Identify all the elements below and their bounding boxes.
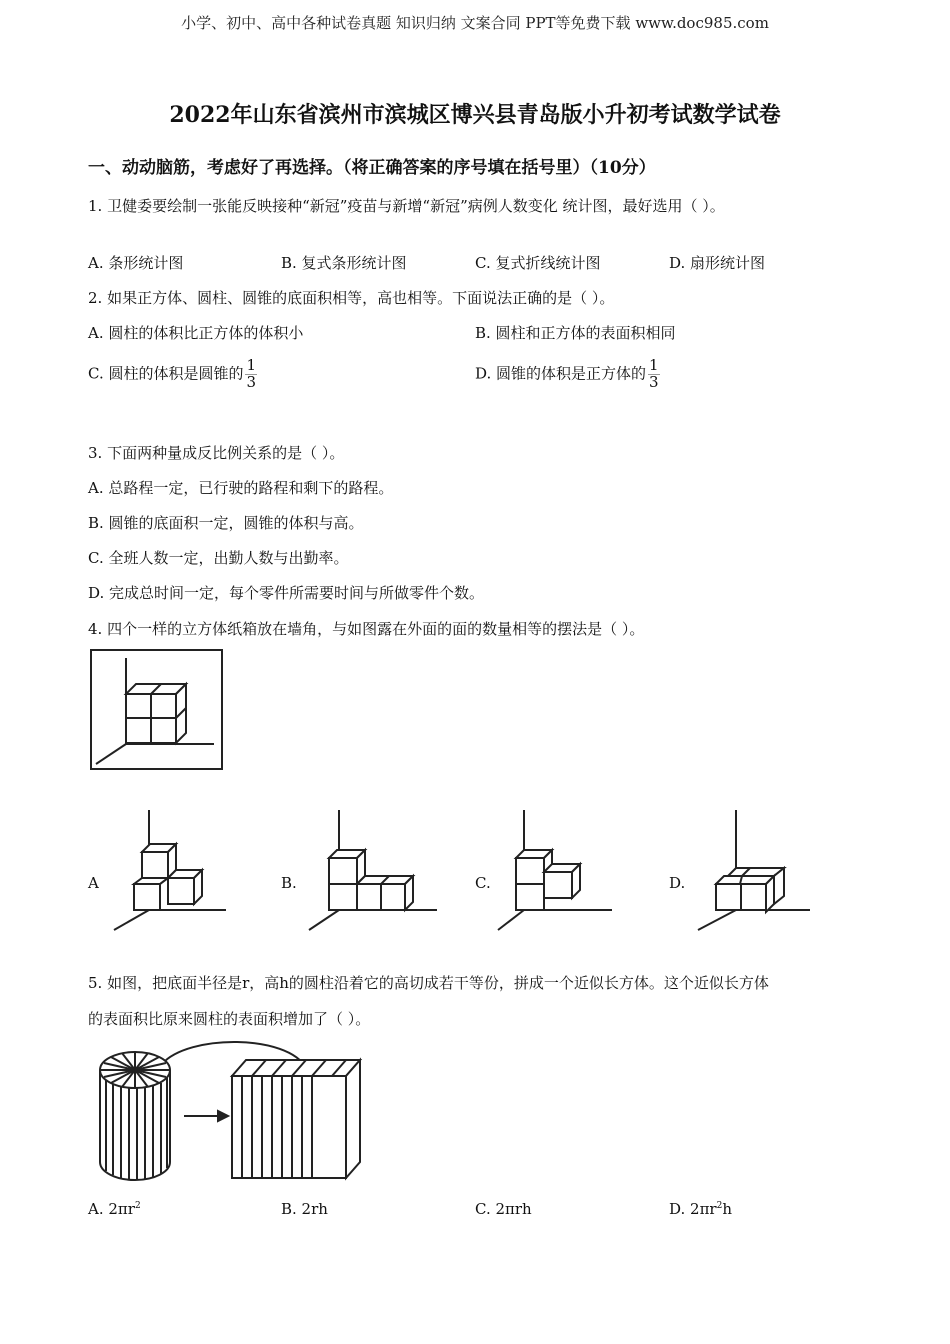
q3-option-d: D. 完成总时间一定，每个零件所需要时间与所做零件个数。 <box>88 584 485 602</box>
q2-option-c-text: C. 圆柱的体积是圆锥的 <box>88 364 244 383</box>
q4-option-a-label: A <box>88 874 99 892</box>
question-1-stem: 1. 卫健委要绘制一张能反映接种“新冠”疫苗与新增“新冠”病例人数变化 统计图，最好选用（ ）。 <box>88 197 725 215</box>
q5-option-b: B. 2rh <box>281 1200 328 1218</box>
q3-option-b: B. 圆锥的底面积一定，圆锥的体积与高。 <box>88 514 364 532</box>
q4-option-d-figure <box>688 806 814 932</box>
q1-option-a: A. 条形统计图 <box>88 254 184 272</box>
page-title: 2022年山东省滨州市滨城区博兴县青岛版小升初考试数学试卷 <box>169 102 781 128</box>
fraction-one-third: $\frac{1}{3}$ <box>649 356 659 391</box>
section-heading: 一、动动脑筋，考虑好了再选择。（将正确答案的序号填在括号里）（10分） <box>88 158 656 178</box>
q2-option-a: A. 圆柱的体积比正方体的体积小 <box>88 324 304 342</box>
question-5-stem-line1: 5. 如图，把底面半径是r，高h的圆柱沿着它的高切成若干等份，拼成一个近似长方体。这个近似长方体 <box>88 974 769 992</box>
q2-option-c <box>88 358 257 391</box>
q4-reference-figure <box>90 648 224 772</box>
question-2-stem: 2. 如果正方体、圆柱、圆锥的底面积相等，高也相等。下面说法正确的是（ ）。 <box>88 289 615 307</box>
cylinder-to-cuboid-figure <box>92 1040 368 1186</box>
q4-option-b-label: B. <box>281 874 297 892</box>
q5-option-a: A. $2\pi r^2$ <box>88 1200 141 1218</box>
page-header: 小学、初中、高中各种试卷真题 知识归纳 文案合同 PPT等免费下载 www.doc985.com <box>181 14 769 32</box>
q3-option-a: A. 总路程一定，已行驶的路程和剩下的路程。 <box>88 479 394 497</box>
q2-option-b: B. 圆柱和正方体的表面积相同 <box>475 324 676 342</box>
question-4-stem: 4. 四个一样的立方体纸箱放在墙角，与如图露在外面的面的数量相等的摆法是（ ）。 <box>88 620 645 638</box>
q4-option-b-figure <box>305 806 441 932</box>
q4-option-d-label: D. <box>669 874 686 892</box>
q3-option-c: C. 全班人数一定，出勤人数与出勤率。 <box>88 549 349 567</box>
q4-option-c-figure <box>494 806 618 932</box>
question-5-stem-line2: 的表面积比原来圆柱的表面积增加了（ ）。 <box>88 1010 371 1028</box>
q2-option-d-text: D. 圆锥的体积是正方体的 <box>475 364 647 383</box>
q5-option-d: D. $2\pi r^2h$ <box>669 1200 733 1218</box>
q2-option-d <box>475 358 660 391</box>
q4-option-c-label: C. <box>475 874 491 892</box>
q1-option-b: B. 复式条形统计图 <box>281 254 407 272</box>
q4-option-a-figure <box>108 806 234 932</box>
fraction-one-third: $\frac{1}{3}$ <box>246 356 257 391</box>
q5-option-c: C. 2πrh <box>475 1200 532 1218</box>
q1-option-d: D. 扇形统计图 <box>669 254 766 272</box>
q1-option-c: C. 复式折线统计图 <box>475 254 601 272</box>
question-3-stem: 3. 下面两种量成反比例关系的是（ ）。 <box>88 444 345 462</box>
